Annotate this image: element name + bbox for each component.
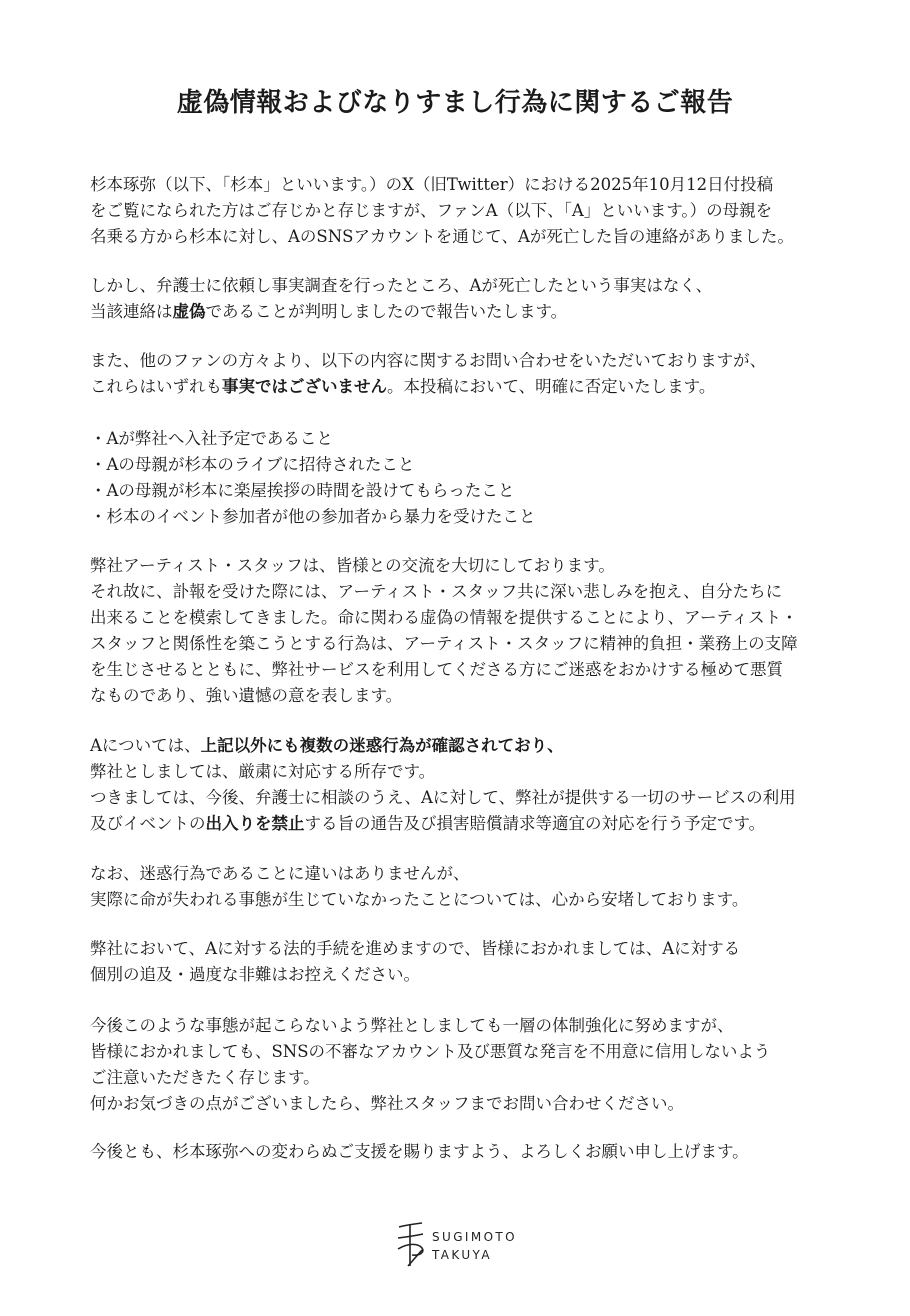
text-line bbox=[90, 962, 880, 988]
text-segment: なお、迷惑行為であることに違いはありませんが、 bbox=[90, 864, 470, 883]
text-segment: 弊社において、Aに対する法的手続を進めますので、皆様におかれましては、Aに対する bbox=[90, 939, 741, 958]
text-line bbox=[90, 504, 880, 530]
text-segment: ・Aの母親が杉本に楽屋挨拶の時間を設けてもらったこと bbox=[90, 481, 515, 500]
logo-line-2: TAKUYA bbox=[432, 1248, 492, 1262]
text-line bbox=[90, 224, 880, 250]
text-segment: これらはいずれも bbox=[90, 377, 222, 396]
text-segment: ・Aの母親が杉本のライブに招待されたこと bbox=[90, 455, 415, 474]
text-segment: 弊社としましては、厳粛に対応する所存です。 bbox=[90, 762, 436, 781]
text-segment: ご注意いただきたく存じます。 bbox=[90, 1068, 320, 1087]
paragraph bbox=[90, 936, 880, 988]
text-segment: 当該連絡は bbox=[90, 302, 173, 321]
text-segment: であることが判明しましたので報告いたします。 bbox=[205, 302, 568, 321]
text-line bbox=[90, 861, 880, 887]
text-segment: それ故に、訃報を受けた際には、アーティスト・スタッフ共に深い悲しみを抱え、自分たちに bbox=[90, 582, 783, 601]
logo-mark-icon bbox=[396, 1222, 426, 1268]
text-line bbox=[90, 1139, 880, 1165]
text-segment: 名乗る方から杉本に対し、AのSNSアカウントを通じて、Aが死亡した旨の連絡がありました。 bbox=[90, 227, 794, 246]
text-line bbox=[90, 657, 880, 683]
text-segment: を生じさせるとともに、弊社サービスを利用してくださる方にご迷惑をおかけする極めて悪質 bbox=[90, 660, 783, 679]
text-segment: 杉本琢弥（以下、「杉本」といいます。）のX（旧Twitter）における2025年10月12日付投稿 bbox=[90, 175, 774, 194]
text-segment: なものであり、強い遺憾の意を表します。 bbox=[90, 686, 403, 705]
text-segment: 何かお気づきの点がございましたら、弊社スタッフまでお問い合わせください。 bbox=[90, 1094, 684, 1113]
text-line bbox=[90, 1091, 880, 1117]
bold-text: 事実ではございません bbox=[222, 377, 387, 396]
text-segment: Aについては、 bbox=[90, 736, 201, 755]
text-segment: 及びイベントの bbox=[90, 814, 206, 833]
text-line bbox=[90, 374, 880, 400]
text-line bbox=[90, 478, 880, 504]
text-line bbox=[90, 631, 880, 657]
text-line bbox=[90, 811, 880, 837]
text-segment: する旨の通告及び損害賠償請求等適宜の対応を行う予定です。 bbox=[304, 814, 766, 833]
text-line bbox=[90, 1013, 880, 1039]
text-segment: 弊社アーティスト・スタッフは、皆様との交流を大切にしております。 bbox=[90, 556, 615, 575]
paragraph bbox=[90, 348, 880, 400]
text-segment: 個別の追及・過度な非難はお控えください。 bbox=[90, 965, 420, 984]
text-segment: スタッフと関係性を築こうとする行為は、アーティスト・スタッフに精神的負担・業務上の支障 bbox=[90, 634, 798, 653]
text-segment: また、他のファンの方々より、以下の内容に関するお問い合わせをいただいておりますが、 bbox=[90, 351, 767, 370]
paragraph bbox=[90, 861, 880, 913]
bold-text: 出入りを禁止 bbox=[205, 814, 305, 833]
text-segment: しかし、弁護士に依頼し事実調査を行ったところ、Aが死亡したという事実はなく、 bbox=[90, 276, 713, 295]
logo-wordmark bbox=[432, 1228, 517, 1264]
brand-logo bbox=[396, 1222, 536, 1268]
paragraph bbox=[90, 553, 880, 709]
text-segment: ・杉本のイベント参加者が他の参加者から暴力を受けたこと bbox=[90, 507, 536, 526]
paragraph bbox=[90, 172, 880, 250]
text-line bbox=[90, 553, 880, 579]
text-segment: つきましては、今後、弁護士に相談のうえ、Aに対して、弊社が提供する一切のサービスの利用 bbox=[90, 788, 796, 807]
text-line bbox=[90, 887, 880, 913]
text-line bbox=[90, 198, 880, 224]
text-line bbox=[90, 452, 880, 478]
text-line bbox=[90, 426, 880, 452]
text-line bbox=[90, 683, 880, 709]
text-segment: 皆様におかれましても、SNSの不審なアカウント及び悪質な発言を不用意に信用しないよう bbox=[90, 1042, 771, 1061]
text-segment: をご覧になられた方はご存じかと存じますが、ファンA（以下、「A」といいます。）の母親を bbox=[90, 201, 773, 220]
bold-text: 上記以外にも複数の迷惑行為が確認されており、 bbox=[200, 736, 564, 755]
page-title: 虚偽情報およびなりすまし行為に関するご報告 bbox=[176, 88, 734, 118]
text-line bbox=[90, 579, 880, 605]
text-line bbox=[90, 172, 880, 198]
paragraph bbox=[90, 733, 880, 837]
text-segment: 今後このような事態が起こらないよう弊社としましても一層の体制強化に努めますが、 bbox=[90, 1016, 734, 1035]
text-line bbox=[90, 299, 880, 325]
text-line bbox=[90, 1065, 880, 1091]
text-line bbox=[90, 733, 880, 759]
text-line bbox=[90, 936, 880, 962]
text-line bbox=[90, 605, 880, 631]
text-segment: 出来ることを模索してきました。命に関わる虚偽の情報を提供することにより、アーティスト・ bbox=[90, 608, 798, 627]
text-line bbox=[90, 785, 880, 811]
paragraph bbox=[90, 273, 880, 325]
logo-line-1: SUGIMOTO bbox=[432, 1230, 518, 1244]
text-line bbox=[90, 273, 880, 299]
paragraph bbox=[90, 1013, 880, 1117]
paragraph bbox=[90, 1139, 880, 1165]
text-segment: 実際に命が失われる事態が生じていなかったことについては、心から安堵しております。 bbox=[90, 890, 749, 909]
text-line bbox=[90, 1039, 880, 1065]
text-segment: 。本投稿において、明確に否定いたします。 bbox=[387, 377, 716, 396]
text-line bbox=[90, 759, 880, 785]
text-segment: 今後とも、杉本琢弥への変わらぬご支援を賜りますよう、よろしくお願い申し上げます。 bbox=[90, 1142, 749, 1161]
text-segment: ・Aが弊社へ入社予定であること bbox=[90, 429, 333, 448]
bold-text: 虚偽 bbox=[172, 302, 206, 321]
paragraph bbox=[90, 426, 880, 530]
text-line bbox=[90, 348, 880, 374]
